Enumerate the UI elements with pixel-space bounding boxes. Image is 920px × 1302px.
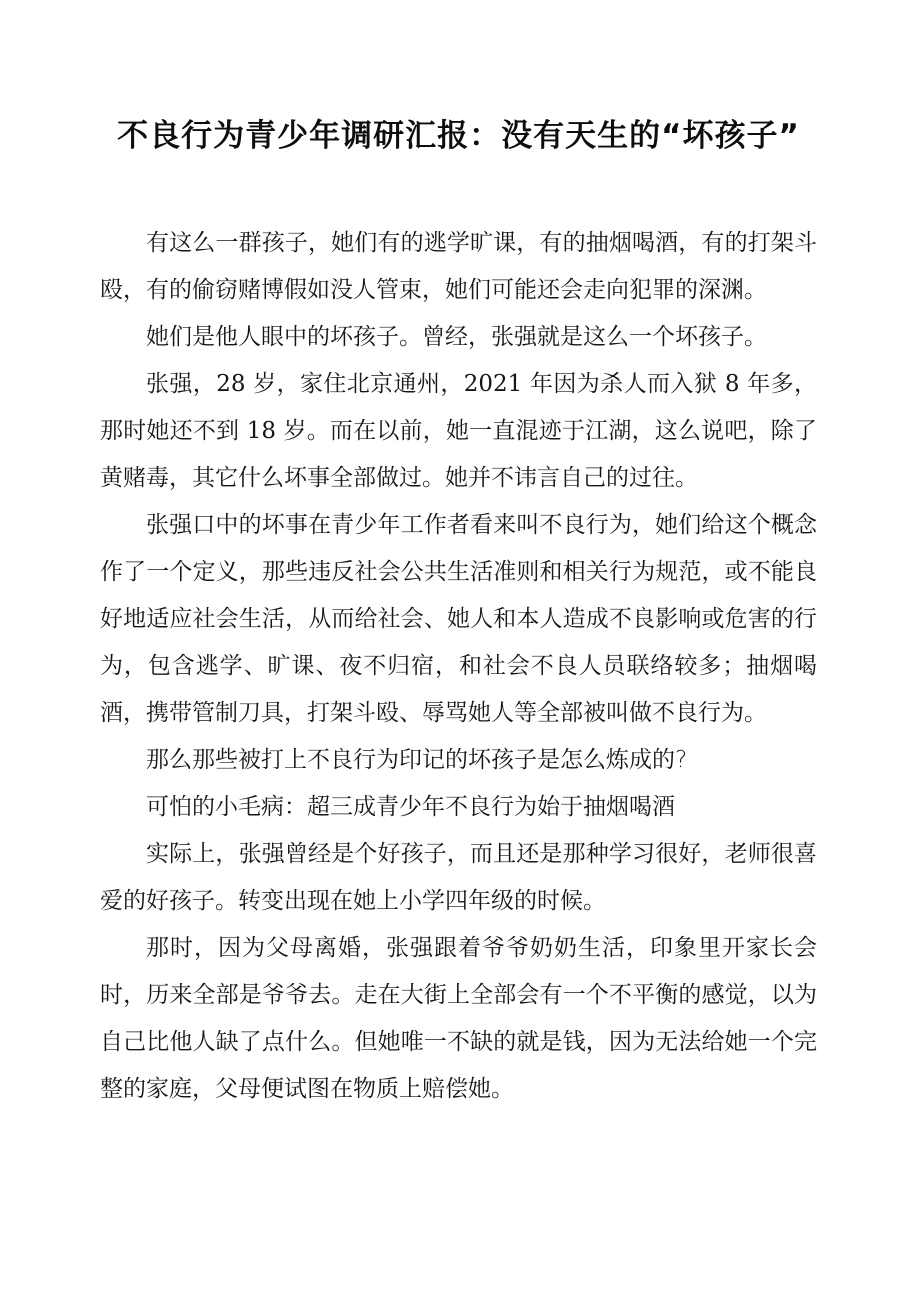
document-body xyxy=(100,220,817,1113)
paragraph-definition: 张强口中的坏事在青少年工作者看来叫不良行为，她们给这个概念作了一个定义，那些违反社会公共生活准则和相关行为规范，或不能良好地适应社会生活，从而给社会、她人和本人造成不良影响或危害的行为，包含逃学、旷课、夜不归宿，和社会不良人员联络较多；抽烟喝酒，携带管制刀具，打架斗殴、辱骂她人等全部被叫做不良行为。 xyxy=(100,512,817,726)
paragraph-question: 那么那些被打上不良行为印记的坏孩子是怎么炼成的? xyxy=(146,747,688,773)
paragraph-family-background: 那时，因为父母离婚，张强跟着爷爷奶奶生活，印象里开家长会时，历来全部是爷爷去。走在大街上全部会有一个不平衡的感觉，以为自己比他人缺了点什么。但她唯一不缺的就是钱，因为无法给她一个完整的家庭，父母便试图在物质上赔偿她。 xyxy=(100,935,817,1102)
paragraph-zhangqiang-history: 张强，28 岁，家住北京通州，2021 年因为杀人而入狱 8 年多，那时她还不到 18 岁。而在以前，她一直混迹于江湖，这么说吧，除了黄赌毒，其它什么坏事全部做过。她并不讳言自己的过往。 xyxy=(100,371,817,491)
paragraph-bad-kids: 她们是他人眼中的坏孩子。曾经，张强就是这么一个坏孩子。 xyxy=(146,324,767,350)
paragraph-intro: 有这么一群孩子，她们有的逃学旷课，有的抽烟喝酒，有的打架斗殴，有的偷窃赌博假如没人管束，她们可能还会走向犯罪的深渊。 xyxy=(100,230,817,303)
paragraph-good-kid: 实际上，张强曾经是个好孩子，而且还是那种学习很好，老师很喜爱的好孩子。转变出现在她上小学四年级的时候。 xyxy=(100,841,817,914)
paragraph-subheading-smoking-drinking: 可怕的小毛病：超三成青少年不良行为始于抽烟喝酒 xyxy=(146,794,675,820)
document-title: 不良行为青少年调研汇报：没有天生的“坏孩子” xyxy=(117,118,800,154)
